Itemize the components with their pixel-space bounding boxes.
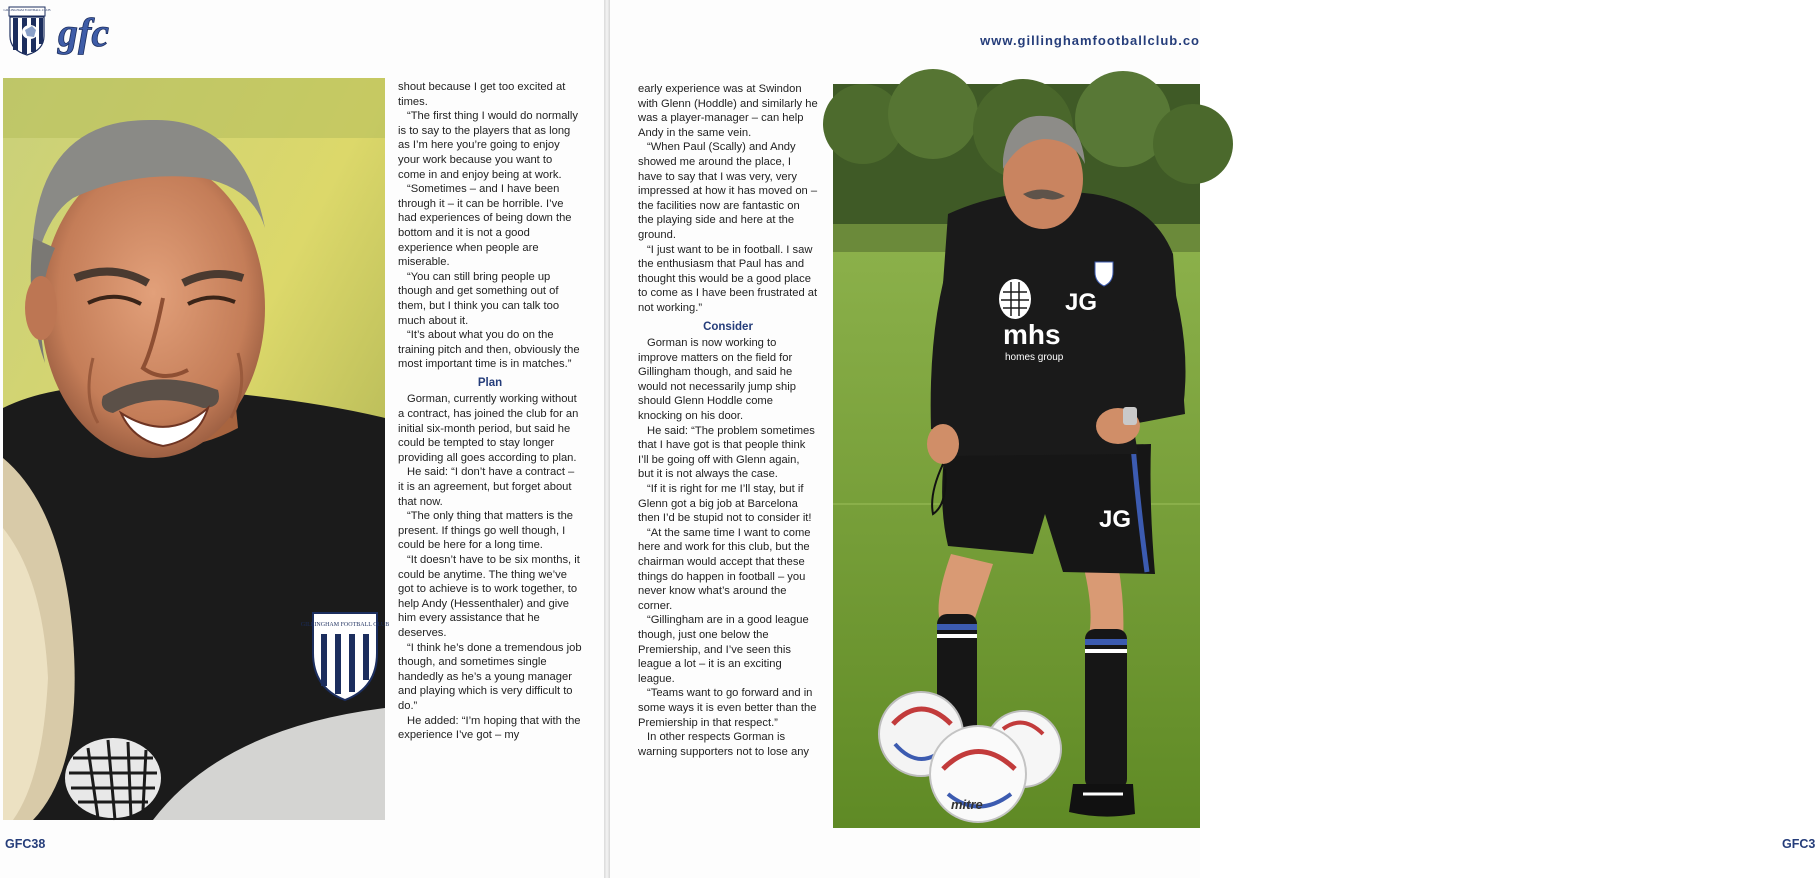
sponsor-subtitle: homes group	[1005, 352, 1064, 363]
paragraph: “The first thing I would do normally is to say to the players that as long as I’m here you’re going to enjoy your work because you want to come in and enjoy being at work.	[398, 110, 578, 181]
paragraph: “You can still bring people up though and get something out of them, but I think you can talk too much about it.	[398, 270, 560, 327]
paragraph: “The only thing that matters is the present. If things go well though, I could be here for a long time.	[398, 510, 574, 552]
paragraph: “At the same time I want to come here and work for this club, but the chairman would accept that these things do happen in football – you never know what’s around the corner.	[638, 526, 811, 612]
page-number-left: GFC38	[5, 837, 46, 851]
paragraph: He said: “The problem sometimes that I have got is that people think I’ll be going off with Glenn again, but it is not always the case.	[638, 424, 815, 481]
photo-smiling-coach	[3, 78, 390, 820]
shirt-badge-text: GILLINGHAM FOOTBALL CLUB	[300, 622, 390, 628]
shorts-initials: JG	[1099, 506, 1132, 533]
photo-coach-with-balls	[833, 84, 1200, 828]
paragraph: “If it is right for me I’ll stay, but if Glenn got a big job at Barcelona then I’d be stupid not to consider it!	[638, 483, 812, 525]
page-number-right: GFC3	[1782, 837, 1815, 851]
paragraph: early experience was at Swindon with Glenn (Hoddle) and similarly he was a player-manager – can help Andy in the same vein.	[638, 83, 818, 139]
club-crest-logo	[3, 6, 51, 56]
paragraph: “Teams want to go forward and in some ways it is even better than the Premiership in that respect.”	[638, 687, 817, 729]
ball-brand: mitre	[951, 797, 983, 812]
paragraph: “When Paul (Scally) and Andy showed me around the place, I have to say that I was very, very impressed at how it has moved on – the facilities now are fantastic on the playing side and here at the ground.	[638, 141, 818, 241]
left-page	[0, 0, 604, 878]
paragraph: “Sometimes – and I have been through it – it can be horrible. I’ve had experiences of being down the bottom and it is not a good experience when people are miserable.	[398, 183, 572, 269]
paragraph: Gorman, currently working without a contract, has joined the club for an initial six-month period, but said he could be tempted to stay longer providing all goes according to plan.	[398, 393, 579, 464]
paragraph: “Gillingham are in a good league though, just one below the Premiership, and I’ve seen this league a lot – it is an exciting league.	[638, 614, 809, 685]
paragraph: He said: “I don’t have a contract – it is an agreement, but forget about that now.	[398, 466, 575, 508]
paragraph: In other respects Gorman is warning supporters not to lose any	[638, 731, 810, 758]
website-url: www.gillinghamfootballclub.co	[980, 33, 1200, 48]
article-column-1	[398, 80, 582, 743]
crest-text: GILLINGHAM FOOTBALL CLUB	[3, 8, 51, 12]
shirt-initials: JG	[1065, 289, 1098, 316]
subheading-consider: Consider	[703, 320, 753, 333]
paragraph: shout because I get too excited at times.	[398, 81, 566, 108]
paragraph: “It’s about what you do on the training pitch and then, obviously the most important time is in matches.”	[398, 329, 580, 371]
paragraph: “I just want to be in football. I saw the enthusiasm that Paul has and thought this would be a good place to come as I have been frustrated at not working.”	[638, 243, 818, 314]
gfc-logo-text: gfc	[58, 10, 110, 55]
paragraph: “I think he’s done a tremendous job though, and sometimes single handedly as he’s a young manager and playing which is very difficult to do.”	[398, 641, 582, 712]
article-column-2	[638, 82, 818, 759]
subheading-plan: Plan	[477, 376, 503, 389]
sponsor-name: mhs	[1003, 319, 1061, 350]
gfc-logo	[56, 8, 136, 56]
paragraph: He added: “I’m hoping that with the experience I’ve got – my	[398, 714, 581, 742]
paragraph: Gorman is now working to improve matters on the field for Gillingham though, and said he would not necessarily jump ship should Glenn Hoddle come knocking on his door.	[638, 337, 796, 423]
paragraph: “It doesn’t have to be six months, it could be anytime. The thing we’ve got to achieve is to work together, to help Andy (Hessenthaler) and give him every assistance that he deserves.	[398, 554, 580, 639]
